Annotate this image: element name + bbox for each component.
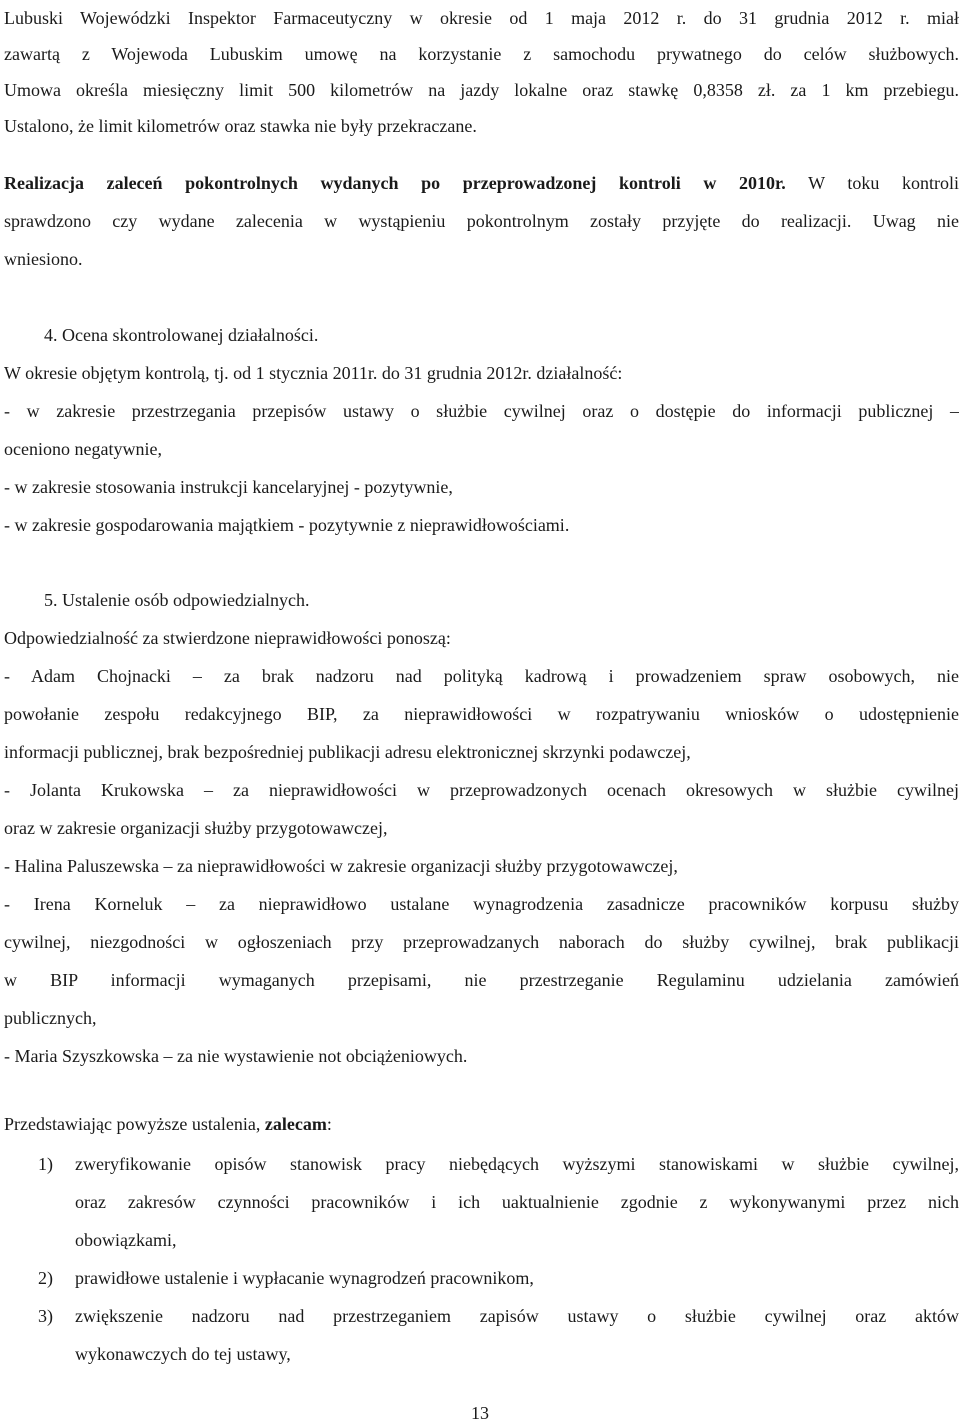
list-item	[0, 1259, 960, 1297]
text-line: zawartą z Wojewoda Lubuskim umowę na korzystanie z samochodu prywatnego do celów służbowych.	[4, 44, 959, 64]
text-line	[4, 164, 959, 202]
text-line: oraz zakresów czynności pracowników i ich uaktualnienie zgodnie z wykonywanymi przez nich	[75, 1192, 959, 1212]
text-line: - w zakresie przestrzegania przepisów ustawy o służbie cywilnej oraz o dostępie do informacji publicznej –	[4, 401, 959, 421]
text-line: - Irena Korneluk – za nieprawidłowo ustalane wynagrodzenia zasadnicze pracowników korpusu służby	[4, 894, 959, 914]
section-4	[4, 316, 959, 544]
heading-continuation: W toku kontroli	[785, 173, 959, 193]
list-number: 3)	[38, 1306, 53, 1326]
list-number: 2)	[38, 1268, 53, 1288]
text-line: oraz w zakresie organizacji służby przygotowawczej,	[4, 818, 388, 838]
keyword: zalecam	[264, 1114, 327, 1134]
text-line: zweryfikowanie opisów stanowisk pracy niebędących wyższymi stanowiskami w służbie cywilnej,	[75, 1154, 959, 1174]
text-line: obowiązkami,	[75, 1230, 177, 1250]
section-heading: Realizacja zaleceń pokontrolnych wydanych po przeprowadzonej kontroli w 2010r.	[4, 173, 786, 193]
section-5	[4, 581, 959, 1075]
recommendations-paragraph	[4, 164, 959, 278]
text-line: Umowa określa miesięczny limit 500 kilometrów na jazdy lokalne oraz stawkę 0,8358 zł. za 1 km przebiegu.	[4, 80, 959, 100]
text-line: wykonawczych do tej ustawy,	[75, 1344, 291, 1364]
text-line: Lubuski Wojewódzki Inspektor Farmaceutyczny w okresie od 1 maja 2012 r. do 31 grudnia 2012 r. miał	[4, 8, 959, 28]
section-title: 4. Ocena skontrolowanej działalności.	[44, 325, 319, 345]
text-line: Odpowiedzialność za stwierdzone nieprawidłowości ponoszą:	[4, 628, 451, 648]
text-line: - Maria Szyszkowska – za nie wystawienie not obciążeniowych.	[4, 1046, 468, 1066]
text-line: zwiększenie nadzoru nad przestrzeganiem zapisów ustawy o służbie cywilnej oraz aktów	[75, 1306, 959, 1326]
text-line: W okresie objętym kontrolą, tj. od 1 stycznia 2011r. do 31 grudnia 2012r. działalność:	[4, 363, 623, 383]
text-line: publicznych,	[4, 1008, 97, 1028]
text-line: powołanie zespołu redakcyjnego BIP, za nieprawidłowości w rozpatrywaniu wniosków o udostępnienie	[4, 704, 959, 724]
page-number: 13	[471, 1403, 489, 1423]
text-line: sprawdzono czy wydane zalecenia w wystąpieniu pokontrolnym zostały przyjęte do realizacji. Uwag nie	[4, 211, 959, 231]
text-line: prawidłowe ustalenie i wypłacanie wynagrodzeń pracownikom,	[75, 1268, 534, 1288]
text-line: oceniono negatywnie,	[4, 439, 162, 459]
text-line: - Adam Chojnacki – za brak nadzoru nad polityką kadrową i prowadzeniem spraw osobowych, nie	[4, 666, 959, 686]
list-item	[0, 1145, 960, 1259]
intro-text: Przedstawiając powyższe ustalenia,	[4, 1114, 265, 1134]
colon: :	[326, 1114, 332, 1134]
recommendations-intro	[4, 1105, 959, 1143]
recommendations-list	[0, 1145, 960, 1373]
list-number: 1)	[38, 1154, 53, 1174]
text-line: Ustalono, że limit kilometrów oraz stawka nie były przekraczane.	[4, 116, 477, 136]
text-line: w BIP informacji wymaganych przepisami, nie przestrzeganie Regulaminu udzielania zamówień	[4, 970, 959, 990]
text-line: - w zakresie gospodarowania majątkiem - pozytywnie z nieprawidłowościami.	[4, 515, 570, 535]
text-line: - w zakresie stosowania instrukcji kancelaryjnej - pozytywnie,	[4, 477, 453, 497]
section-title: 5. Ustalenie osób odpowiedzialnych.	[44, 590, 310, 610]
text-line	[4, 1105, 959, 1143]
list-item	[0, 1297, 960, 1373]
text-line: informacji publicznej, brak bezpośredniej publikacji adresu elektronicznej skrzynki podawczej,	[4, 742, 691, 762]
text-line: wniesiono.	[4, 249, 83, 269]
text-line: - Halina Paluszewska – za nieprawidłowości w zakresie organizacji służby przygotowawczej,	[4, 856, 678, 876]
intro-paragraph	[4, 0, 959, 144]
text-line: cywilnej, niezgodności w ogłoszeniach przy przeprowadzanych naborach do służby cywilnej, brak publikacji	[4, 932, 959, 952]
text-line: - Jolanta Krukowska – za nieprawidłowości w przeprowadzonych ocenach okresowych w służbie cywilnej	[4, 780, 959, 800]
